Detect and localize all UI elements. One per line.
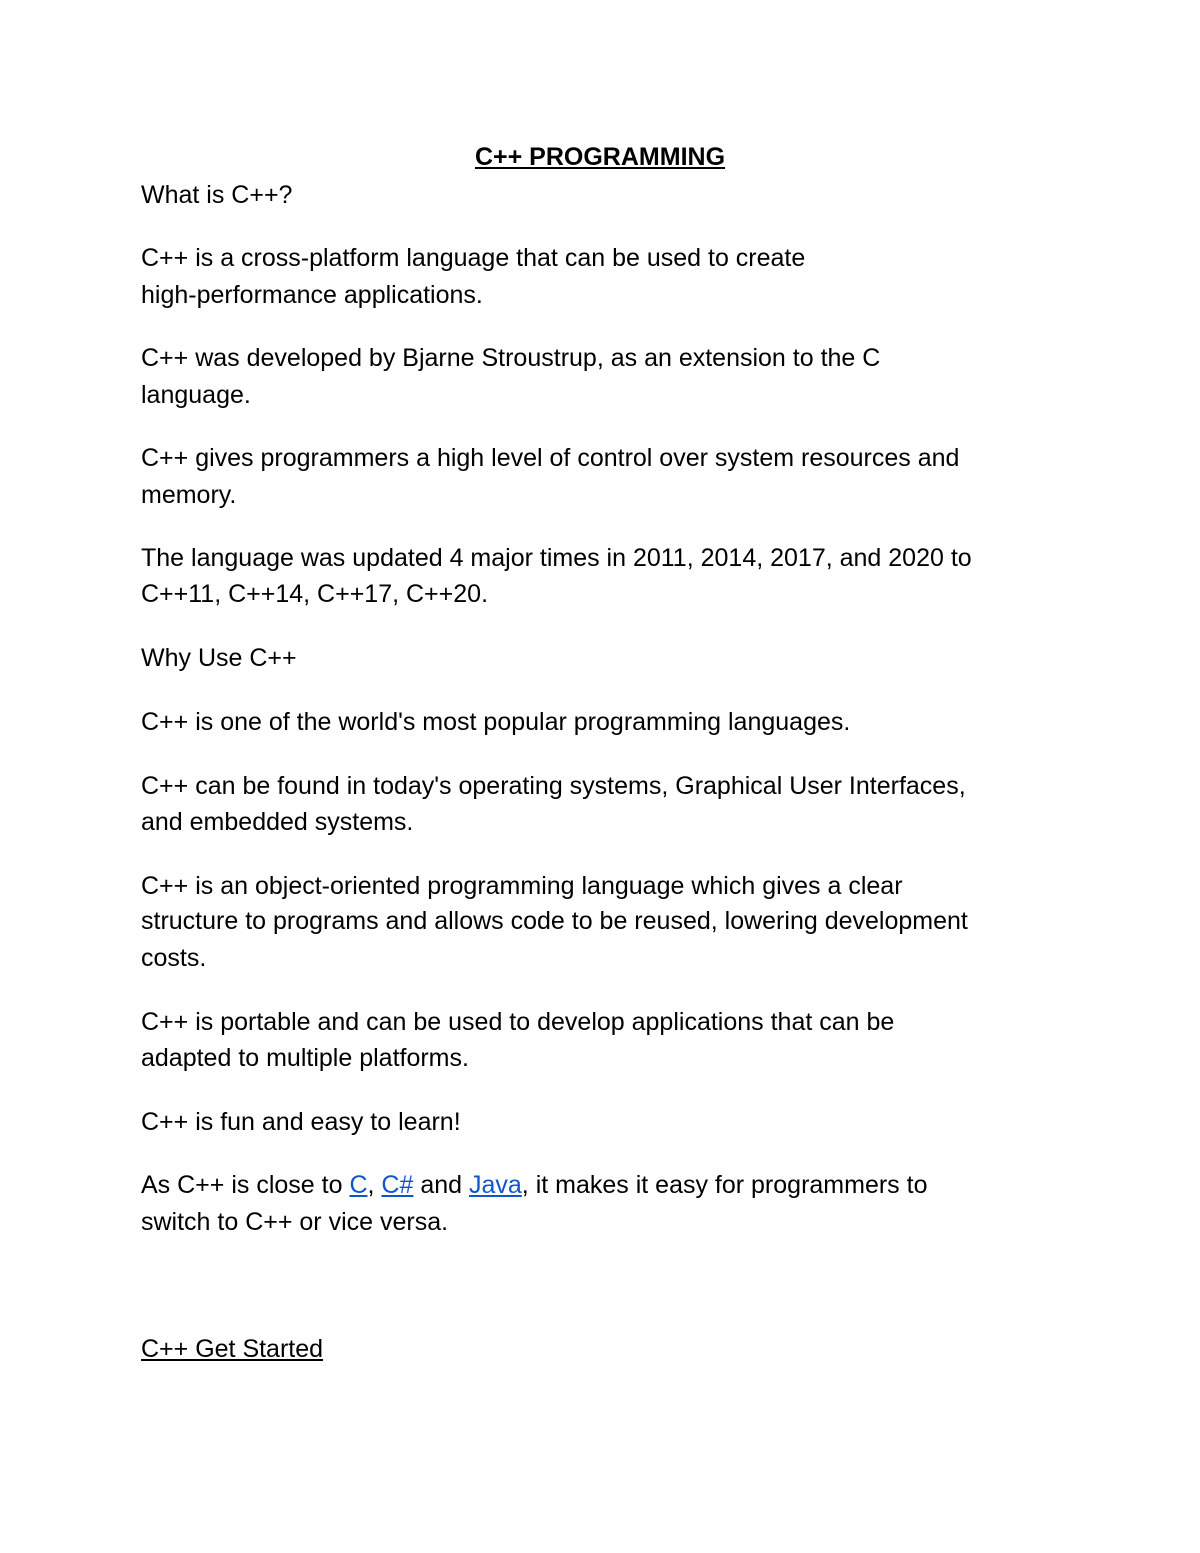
paragraph-10-suffix: , it makes it easy for programmers to (521, 1171, 928, 1199)
paragraph-10-line-2: switch to C++ or vice versa. (141, 1208, 449, 1236)
footer-heading-get-started: C++ Get Started (141, 1335, 324, 1363)
paragraph-2-line-1: C++ was developed by Bjarne Stroustrup, as an extension to the C (141, 344, 881, 372)
link-csharp[interactable]: C# (381, 1171, 414, 1199)
link-java[interactable]: Java (468, 1171, 522, 1199)
paragraph-8-line-2: adapted to multiple platforms. (141, 1044, 469, 1072)
paragraph-9-line-1: C++ is fun and easy to learn! (141, 1108, 461, 1136)
paragraph-2-line-2: language. (141, 381, 251, 409)
paragraph-4-line-1: The language was updated 4 major times in 2011, 2014, 2017, and 2020 to (141, 544, 972, 572)
paragraph-1-line-2: high-performance applications. (141, 281, 483, 309)
paragraph-6-line-1: C++ can be found in today's operating systems, Graphical User Interfaces, (141, 772, 966, 800)
paragraph-7-line-2: structure to programs and allows code to be reused, lowering development (141, 907, 968, 935)
document-title: C++ PROGRAMMING (474, 143, 726, 171)
paragraph-8-line-1: C++ is portable and can be used to develop applications that can be (141, 1008, 895, 1036)
paragraph-10-separator-2: and (413, 1171, 469, 1199)
paragraph-3-line-2: memory. (141, 481, 237, 509)
paragraph-7-line-1: C++ is an object-oriented programming language which gives a clear (141, 872, 903, 900)
paragraph-4-line-2: C++11, C++14, C++17, C++20. (141, 580, 489, 608)
paragraph-5-line-1: C++ is one of the world's most popular programming languages. (141, 708, 851, 736)
section-heading-what-is: What is C++? (141, 181, 293, 209)
paragraph-1-line-1: C++ is a cross-platform language that can be used to create (141, 244, 806, 272)
paragraph-10-separator-1: , (367, 1171, 382, 1199)
paragraph-7-line-3: costs. (141, 944, 207, 972)
paragraph-10-line-1 (141, 1170, 927, 1200)
link-c[interactable]: C (349, 1171, 368, 1199)
section-heading-why-use: Why Use C++ (141, 644, 297, 672)
paragraph-3-line-1: C++ gives programmers a high level of control over system resources and (141, 444, 960, 472)
paragraph-6-line-2: and embedded systems. (141, 808, 414, 836)
paragraph-10-prefix: As C++ is close to (141, 1171, 350, 1199)
